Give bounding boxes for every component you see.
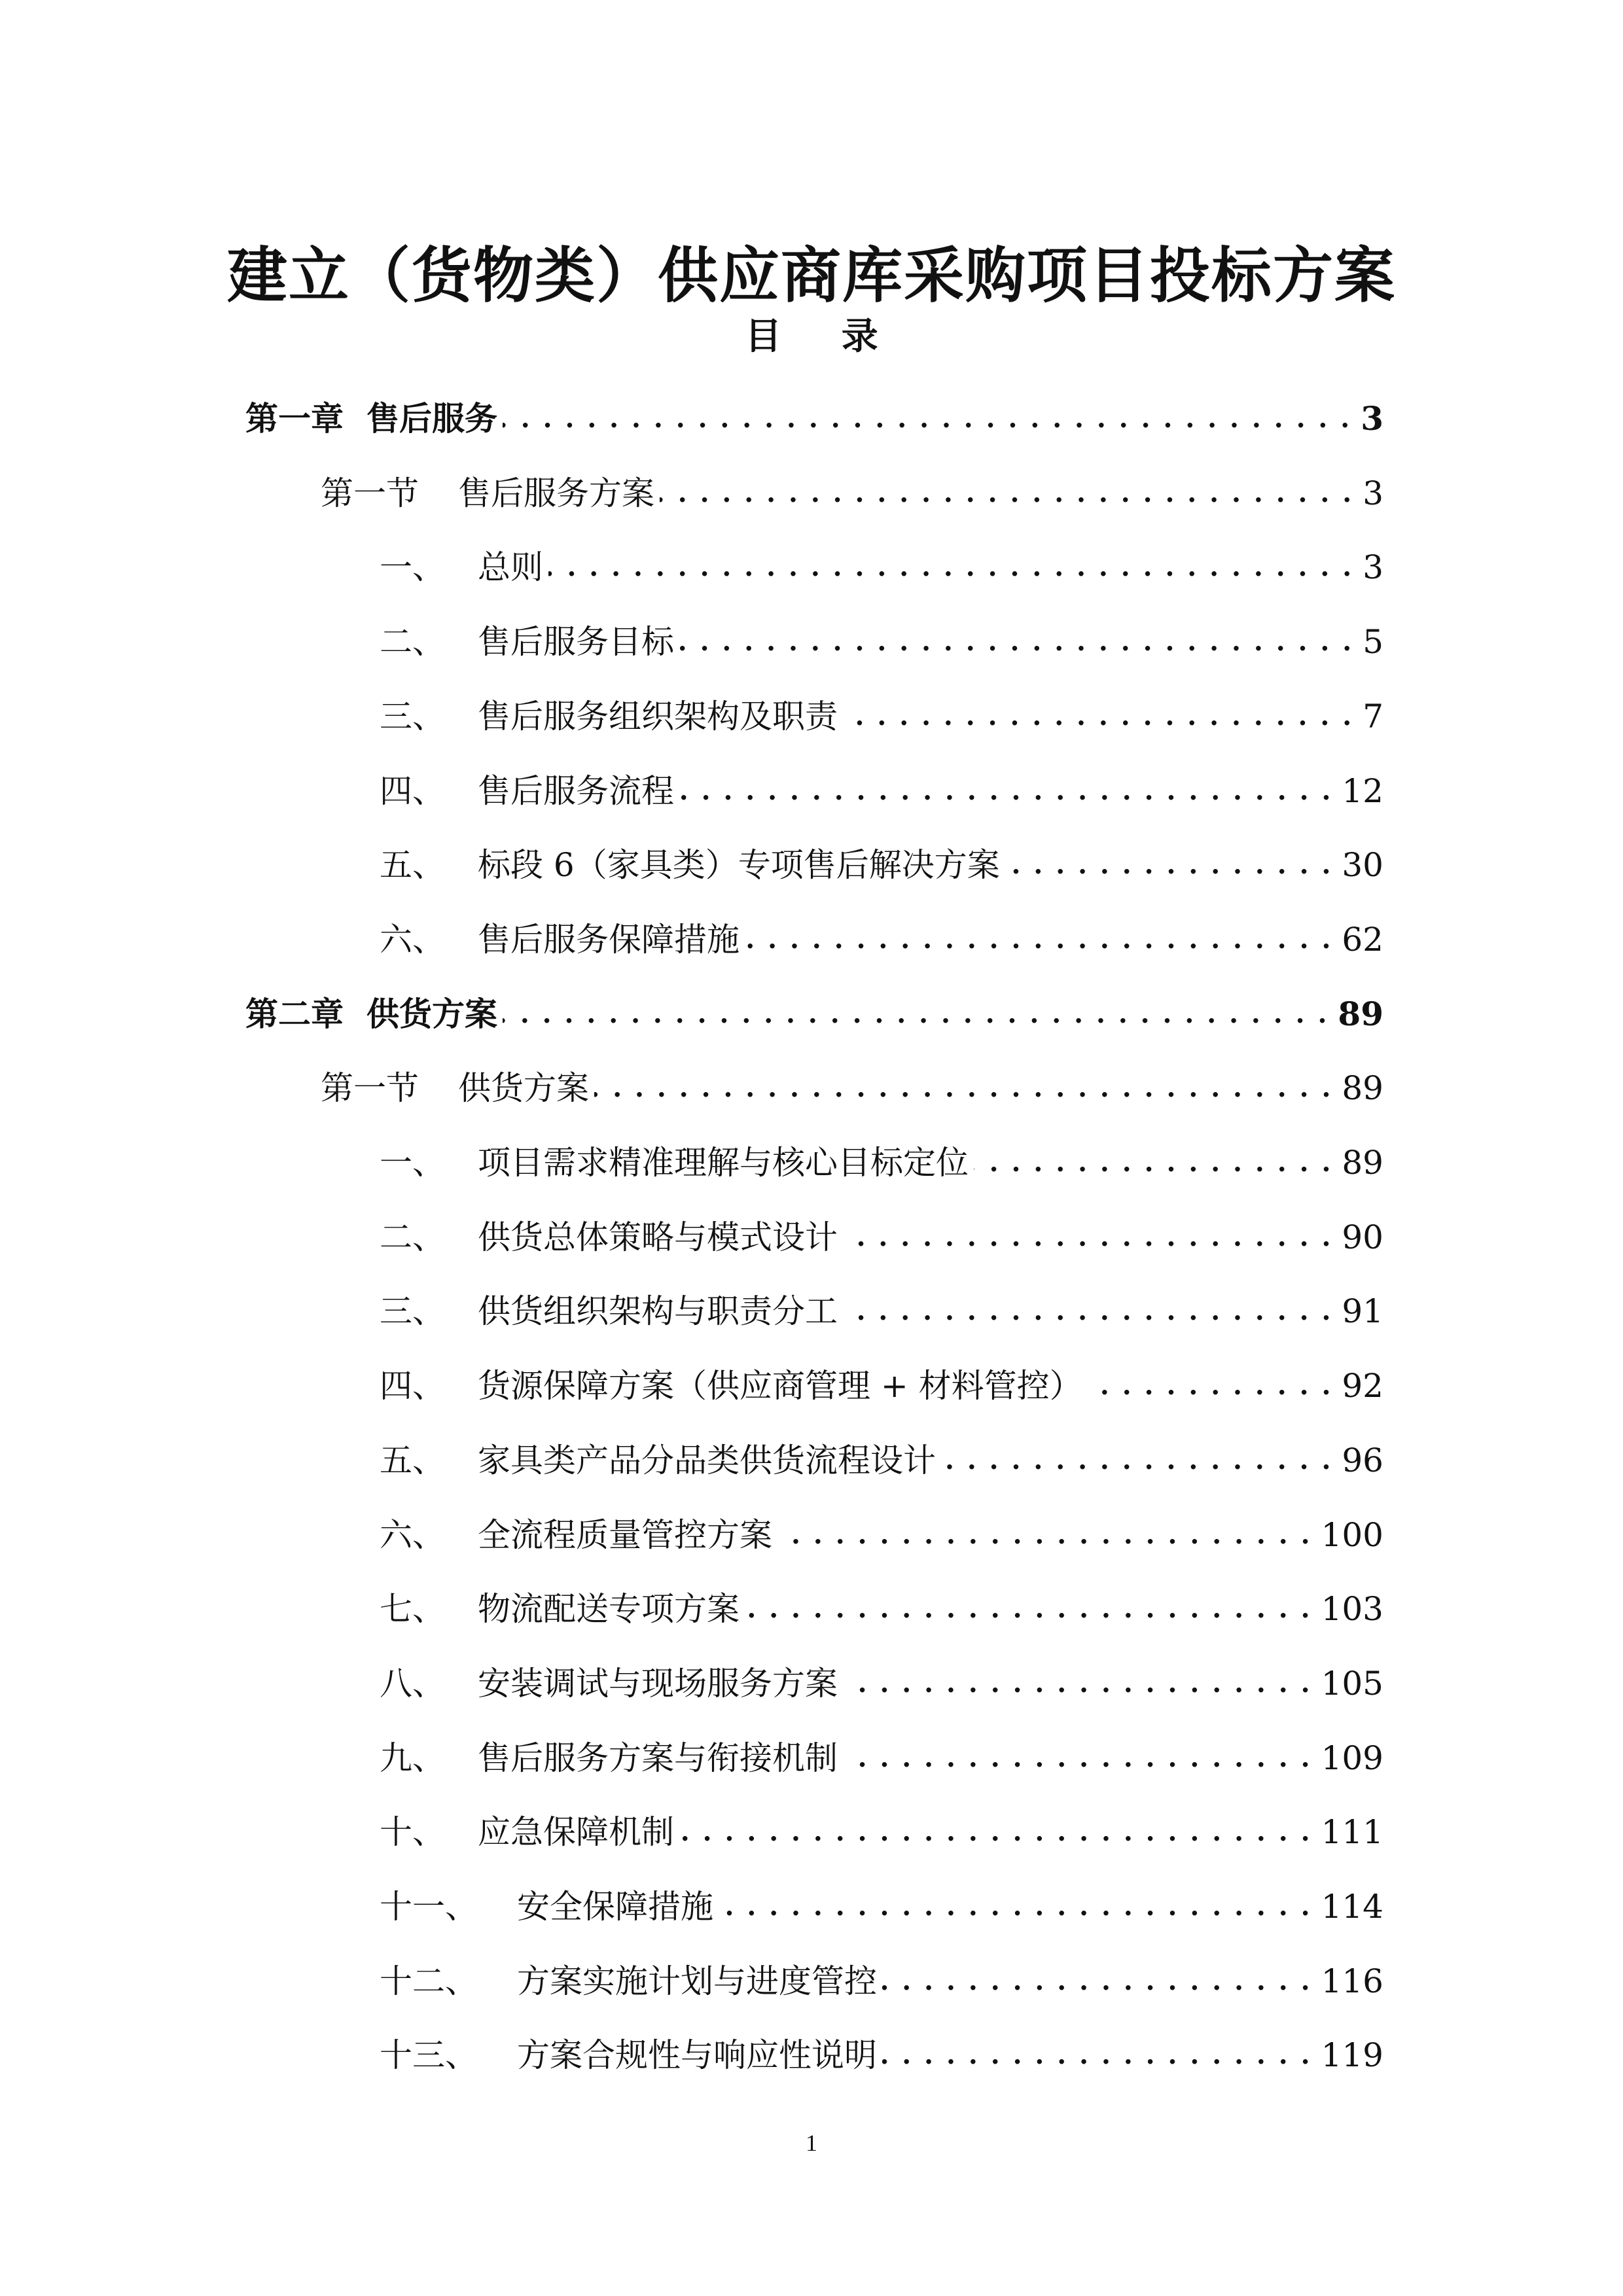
toc-entry-number: 三、 (380, 1292, 445, 1331)
toc-entry-title: 供货方案 (366, 995, 497, 1033)
toc-entry[interactable] (380, 609, 1383, 675)
toc-entry-page: 96 (1342, 1441, 1383, 1479)
toc-entry[interactable] (380, 1502, 1383, 1568)
toc-entry[interactable] (245, 981, 1383, 1047)
toc-entry-page: 90 (1342, 1218, 1383, 1256)
toc-entry[interactable] (380, 1651, 1383, 1716)
toc-entry-number: 四、 (380, 771, 445, 810)
toc-entry-title: 全流程质量管控方案 (478, 1515, 772, 1554)
toc-entry-title: 售后服务保障措施 (478, 920, 740, 959)
toc-entry-page: 116 (1321, 1962, 1383, 2000)
toc-entry[interactable] (380, 832, 1383, 898)
toc-dot-leader (882, 1949, 1312, 2014)
toc-entry-title: 供货组织架构与职责分工 (478, 1292, 838, 1331)
toc-entry-number: 二、 (380, 623, 445, 662)
toc-dot-leader (548, 535, 1353, 600)
toc-entry-number: 六、 (380, 920, 445, 959)
toc-dot-leader (503, 981, 1329, 1047)
toc-entry-page: 91 (1342, 1292, 1383, 1331)
toc-entry[interactable] (380, 1279, 1383, 1344)
toc-entry-title: 售后服务流程 (478, 771, 674, 810)
toc-entry[interactable] (380, 1576, 1383, 1642)
toc-entry-title: 应急保障机制 (478, 1813, 674, 1852)
toc-entry-page: 5 (1363, 623, 1383, 662)
toc-entry-number: 十、 (380, 1813, 445, 1852)
toc-dot-leader (843, 1205, 1332, 1270)
toc-dot-leader (594, 1055, 1332, 1121)
toc-entry[interactable] (245, 386, 1383, 451)
toc-entry-title: 货源保障方案（供应商管理 + 材料管控） (478, 1367, 1082, 1405)
toc-entry-number: 一、 (380, 548, 445, 587)
toc-entry-number: 二、 (380, 1218, 445, 1256)
toc-dot-leader (777, 1502, 1312, 1568)
toc-entry-number: 七、 (380, 1590, 445, 1629)
toc-entry-number: 九、 (380, 1739, 445, 1777)
toc-dot-leader (843, 1279, 1332, 1344)
toc-entry-page: 92 (1342, 1367, 1383, 1405)
toc-entry[interactable] (380, 1353, 1383, 1419)
toc-entry-title: 方案实施计划与进度管控 (517, 1962, 877, 2000)
toc-entry[interactable] (380, 758, 1383, 824)
toc-entry[interactable] (380, 1205, 1383, 1270)
toc-entry-title: 物流配送专项方案 (478, 1590, 740, 1629)
toc-entry[interactable] (380, 1130, 1383, 1195)
toc-entry-title: 安装调试与现场服务方案 (478, 1664, 838, 1703)
toc-dot-leader (843, 1651, 1312, 1716)
page-number: 1 (806, 2130, 817, 2156)
toc-entry[interactable] (380, 1725, 1383, 1791)
toc-entry-title: 售后服务方案 (458, 474, 654, 512)
toc-entry-number: 四、 (380, 1367, 445, 1405)
toc-entry-number: 一、 (380, 1144, 445, 1182)
toc-entry-title: 家具类产品分品类供货流程设计 (478, 1441, 936, 1479)
toc-entry-number: 五、 (380, 1441, 445, 1479)
toc-entry-title: 售后服务目标 (478, 623, 674, 662)
toc-entry-number: 三、 (380, 697, 445, 735)
toc-entry-title: 供货总体策略与模式设计 (478, 1218, 838, 1256)
toc-entry[interactable] (380, 907, 1383, 972)
toc-entry-number: 第二章 (245, 995, 344, 1033)
toc-entry[interactable] (380, 535, 1383, 600)
toc-entry-page: 105 (1321, 1664, 1383, 1703)
toc-entry[interactable] (321, 461, 1383, 526)
toc-entry-title: 售后服务 (366, 400, 497, 438)
toc-dot-leader (843, 1725, 1312, 1791)
toc-entry-page: 30 (1342, 846, 1383, 885)
toc-entry-title: 标段 6（家具类）专项售后解决方案 (478, 846, 1000, 885)
toc-entry-page: 89 (1342, 1144, 1383, 1182)
toc-dot-leader (679, 609, 1353, 675)
toc-entry-page: 3 (1363, 474, 1383, 512)
toc-entry[interactable] (380, 684, 1383, 749)
toc-heading: 目 录 (745, 315, 902, 358)
toc-entry-title: 安全保障措施 (517, 1888, 713, 1926)
toc-entry-number: 八、 (380, 1664, 445, 1703)
toc-entry[interactable] (380, 1949, 1383, 2014)
toc-entry[interactable] (380, 1874, 1383, 1939)
toc-entry-page: 100 (1321, 1515, 1383, 1554)
toc-entry-number: 第一章 (245, 400, 344, 438)
toc-dot-leader (941, 1428, 1332, 1493)
document-title: 建立（货物类）供应商库采购项目投标方案 (226, 240, 1396, 311)
toc-dot-leader (660, 461, 1353, 526)
toc-entry[interactable] (321, 1055, 1383, 1121)
toc-entry-number: 五、 (380, 846, 445, 885)
toc-entry-page: 89 (1342, 1069, 1383, 1108)
toc-entry-page: 7 (1363, 697, 1383, 735)
toc-entry-page: 89 (1338, 994, 1383, 1033)
toc-dot-leader (679, 758, 1332, 824)
toc-dot-leader (974, 1130, 1332, 1195)
toc-entry[interactable] (380, 1428, 1383, 1493)
toc-entry-page: 62 (1342, 920, 1383, 959)
toc-entry-number: 第一节 (321, 474, 419, 512)
toc-entry-title: 项目需求精准理解与核心目标定位 (478, 1144, 969, 1182)
toc-entry-page: 3 (1363, 548, 1383, 587)
toc-dot-leader (719, 1874, 1312, 1939)
toc-entry-number: 十二、 (380, 1962, 478, 2000)
toc-dot-leader (882, 2022, 1312, 2088)
toc-entry-number: 十一、 (380, 1888, 478, 1926)
toc-entry-page: 109 (1321, 1739, 1383, 1777)
toc-entry-title: 售后服务方案与衔接机制 (478, 1739, 838, 1777)
toc-dot-leader (679, 1799, 1312, 1865)
toc-entry-page: 3 (1361, 399, 1383, 438)
toc-entry-title: 供货方案 (458, 1069, 589, 1108)
toc-dot-leader (745, 907, 1332, 972)
toc-entry-page: 114 (1321, 1888, 1383, 1926)
toc-dot-leader (1088, 1353, 1333, 1419)
toc-entry[interactable] (380, 1799, 1383, 1865)
toc-entry-page: 119 (1321, 2036, 1383, 2075)
toc-entry-number: 第一节 (321, 1069, 419, 1108)
toc-entry-number: 十三、 (380, 2036, 478, 2075)
toc-dot-leader (843, 684, 1353, 749)
toc-entry-page: 103 (1321, 1590, 1383, 1629)
toc-entry-title: 方案合规性与响应性说明 (517, 2036, 877, 2075)
toc-entry-title: 售后服务组织架构及职责 (478, 697, 838, 735)
toc-dot-leader (745, 1576, 1312, 1642)
toc-entry[interactable] (380, 2022, 1383, 2088)
toc-entry-number: 六、 (380, 1515, 445, 1554)
toc-entry-page: 111 (1321, 1813, 1383, 1852)
toc-entry-title: 总则 (478, 548, 543, 587)
toc-entry-page: 12 (1342, 771, 1383, 810)
toc-dot-leader (1005, 832, 1333, 898)
toc-dot-leader (503, 386, 1351, 451)
